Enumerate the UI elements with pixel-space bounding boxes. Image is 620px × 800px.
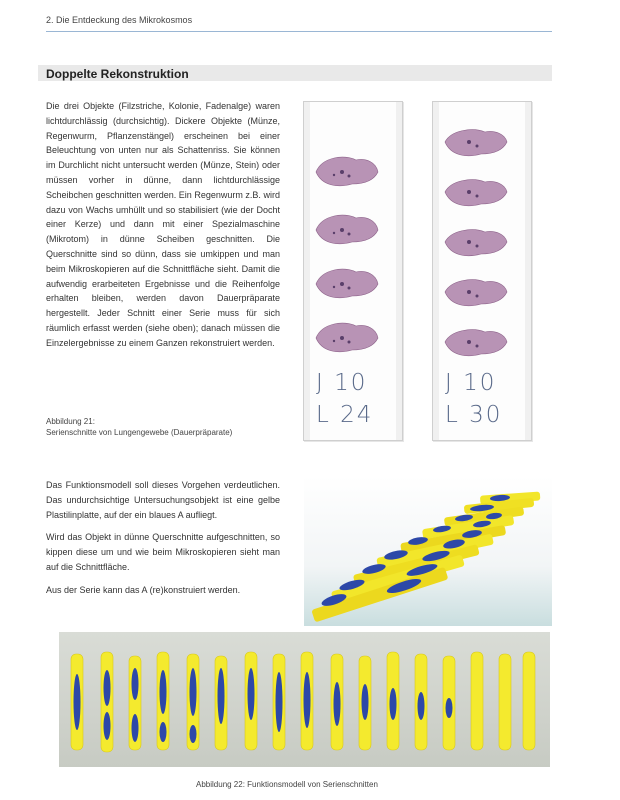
- header-rule: [46, 31, 552, 32]
- figure-22-caption: Abbildung 22: Funktionsmodell von Serienschnitten: [196, 780, 378, 789]
- slide-left-label-2: L 24: [316, 402, 374, 428]
- body-paragraph-4: Aus der Serie kann das A (re)konstruiert werden.: [46, 584, 241, 595]
- plasticine-stack-photo: [304, 476, 552, 626]
- microscope-slide-left: [303, 101, 403, 441]
- slide-right-label-2: L 30: [445, 402, 503, 428]
- body-paragraph-2: Das Funktionsmodell soll dieses Vorgehen verdeutlichen. Das undurchsichtige Untersuchungsobjekt ist eine gelbe Plastilinplatte, auf der ein blaues A aufliegt.: [46, 480, 280, 520]
- section-title: Doppelte Rekonstruktion: [46, 67, 189, 81]
- body-paragraph-3: Wird das Objekt in dünne Querschnitte aufgeschnitten, so kippen diese um und wie beim Mikroskopieren sieht man auf die Schnittfläche.: [46, 532, 280, 572]
- slide-left-label-1: J 10: [316, 370, 368, 396]
- running-header: 2. Die Entdeckung des Mikrokosmos: [46, 15, 193, 25]
- figure-21-caption: [46, 416, 232, 438]
- body-paragraphs-2: [46, 478, 280, 606]
- slide-right-label-1: J 10: [445, 370, 497, 396]
- figure-21-label: Abbildung 21:: [46, 417, 95, 426]
- body-paragraph-1: Die drei Objekte (Filzstriche, Kolonie, Fadenalge) waren lichtdurchlässig (durchsichtig). Dickere Objekte (Münze, Regenwurm, Pflanzenstängel) erscheinen bei einer Beleuchtung von unten nur als Schattenriss. Sie können im Durchlicht nicht untersucht werden (Münze, Stein) oder müssen vorher in dünne, dann lichtdurchlässige Scheibchen geschnitten werden. Ein Regenwurm z.B. wird dazu von Wachs umhüllt und so stabilisiert (wie der Docht einer Kerze) und dann mit einer Spezialmaschine (Mikrotom) in dünne Scheiben geschnitten. Die Querschnitte sind so dünn, dass sie umkippen und man beim Mikroskopieren auf die Schnittfläche sieht. Damit die aufwendig erarbeiteten Ergebnisse und die Reihenfolge erhalten bleiben, werden davon Dauerpräparate hergestellt. Jeder Schnitt einer Serie muss für sich räumlich erfasst werden (siehe oben); danach müssen die Einzelergebnisse zu einem Ganzen rekonstruiert werden.: [46, 101, 280, 348]
- plasticine-slices-illustration: [59, 632, 550, 767]
- plasticine-stack-illustration: [304, 476, 552, 626]
- figure-21-text: Serienschnitte von Lungengewebe (Dauerpräparate): [46, 428, 233, 437]
- microscope-slide-right: [432, 101, 532, 441]
- plasticine-slices-photo: [59, 632, 550, 767]
